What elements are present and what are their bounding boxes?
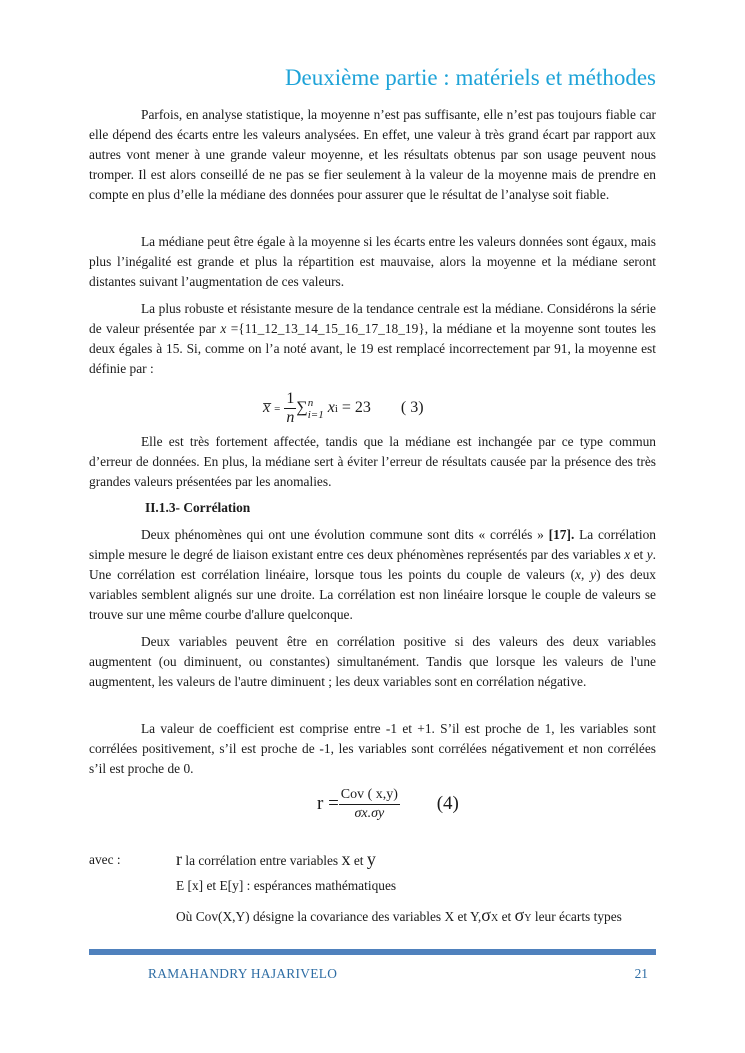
formula-correlation-label: (4) [436, 792, 459, 814]
formula-correlation-fraction: $\frac{\text{Cov ( x,y)}}{\sigma x.\sigma y}$ [340, 787, 398, 821]
paragraph-coefficient: La valeur de coefficient est comprise entre -1 et +1. S’il est proche de 1, les variables sont corrélées positivement, s’il est proche de -1, les variables sont corrélées négativement et non corrélées s’il est proche de 0. [89, 721, 656, 776]
paragraph-positive-negative: Deux variables peuvent être en corrélation positive si des valeurs des deux variables augmentent (ou diminuent, ou constantes) simultanément. Tandis que lorsque les valeurs de l'une augmentent, les valeurs de l'autre diminuent ; les deux variables sont en corrélation négative. [89, 634, 656, 689]
formula-mean-label: ( 3) [400, 399, 424, 417]
definitions-label: avec : [89, 852, 121, 867]
definition-r: r la corrélation entre variables x et y [176, 849, 376, 869]
paragraph-mean: Parfois, en analyse statistique, la moyenne n’est pas suffisante, elle n’est pas toujours fiable car elle dépend des écarts entre les valeurs analysées. En effet, une valeur à très grand écart par rapport aux autres vont mener à une grande valeur moyenne, et les résultats obtenus par son usage peuvent nous tromper. Il est alors conseillé de ne pas se fier seulement à la valeur de la moyenne mais de prendre en compte en plus d’elle la médiane des données pour assurer que le résultat de l’analyse soit fiable. [89, 107, 656, 202]
section-heading: II.1.3- Corrélation [145, 500, 251, 515]
formula-mean: x̅ = $\frac{1}{n}$ ∑ n i=1 xi = 23 ( 3) [263, 390, 424, 426]
definition-expectation: E [x] et E[y] : espérances mathématiques [176, 878, 397, 893]
formula-mean-lhs: x̅ [263, 399, 271, 417]
paragraph-robust: La plus robuste et résistante mesure de la tendance centrale est la médiane. Considérons la série de valeur présentée par x ={11_12_13_14_15_16_17_18_19}, la médiane et la moyenne sont toutes les deux égales à 15. Si, comme on l’a noté avant, le 19 est remplacé incorrectement par 91, la moyenne est définie par : [89, 301, 656, 376]
paragraph-correlation: Deux phénomènes qui ont une évolution commune sont dits « corrélés » [17]. La corrélation simple mesure le degré de liaison existant entre ces deux phénomènes représentés par des variables x et y. Une corrélation est corrélation linéaire, lorsque tous les points du couple de valeurs (x, y) des deux variables semblent alignés sur une droite. La corrélation est non linéaire lorsque le couple de valeurs se trouve sur une même courbe d'allure quelconque. [89, 527, 656, 622]
formula-correlation: r = $\frac{\text{Cov ( x,y)}}{\sigma x.\sigma y}$ (4) [317, 787, 459, 821]
footer-divider [89, 949, 656, 955]
page-title: Deuxième partie : matériels et méthodes [284, 65, 656, 90]
footer-author: RAMAHANDRY HAJARIVELO [148, 966, 338, 981]
paragraph-median-affected: Elle est très fortement affectée, tandis que la médiane est inchangée par ce type commun d’erreur de données. En plus, la médiane sert à éviter l’erreur de résultats causée par la présence des très grandes valeurs présentées par les anomalies. [89, 434, 656, 489]
paragraph-median: La médiane peut être égale à la moyenne si les écarts entre les valeurs données sont égaux, mais plus l’inégalité est grande et plus la répartition est mauvaise, alors la moyenne et la médiane seront distantes suivant l’augmentation de ces valeurs. [89, 234, 656, 289]
formula-mean-fraction: $\frac{1}{n}$ [286, 390, 295, 426]
page-number: 21 [634, 966, 648, 981]
definition-covariance: Où Cov(X,Y) désigne la covariance des variables X et Y,σX et σY leur écarts types [176, 905, 622, 925]
